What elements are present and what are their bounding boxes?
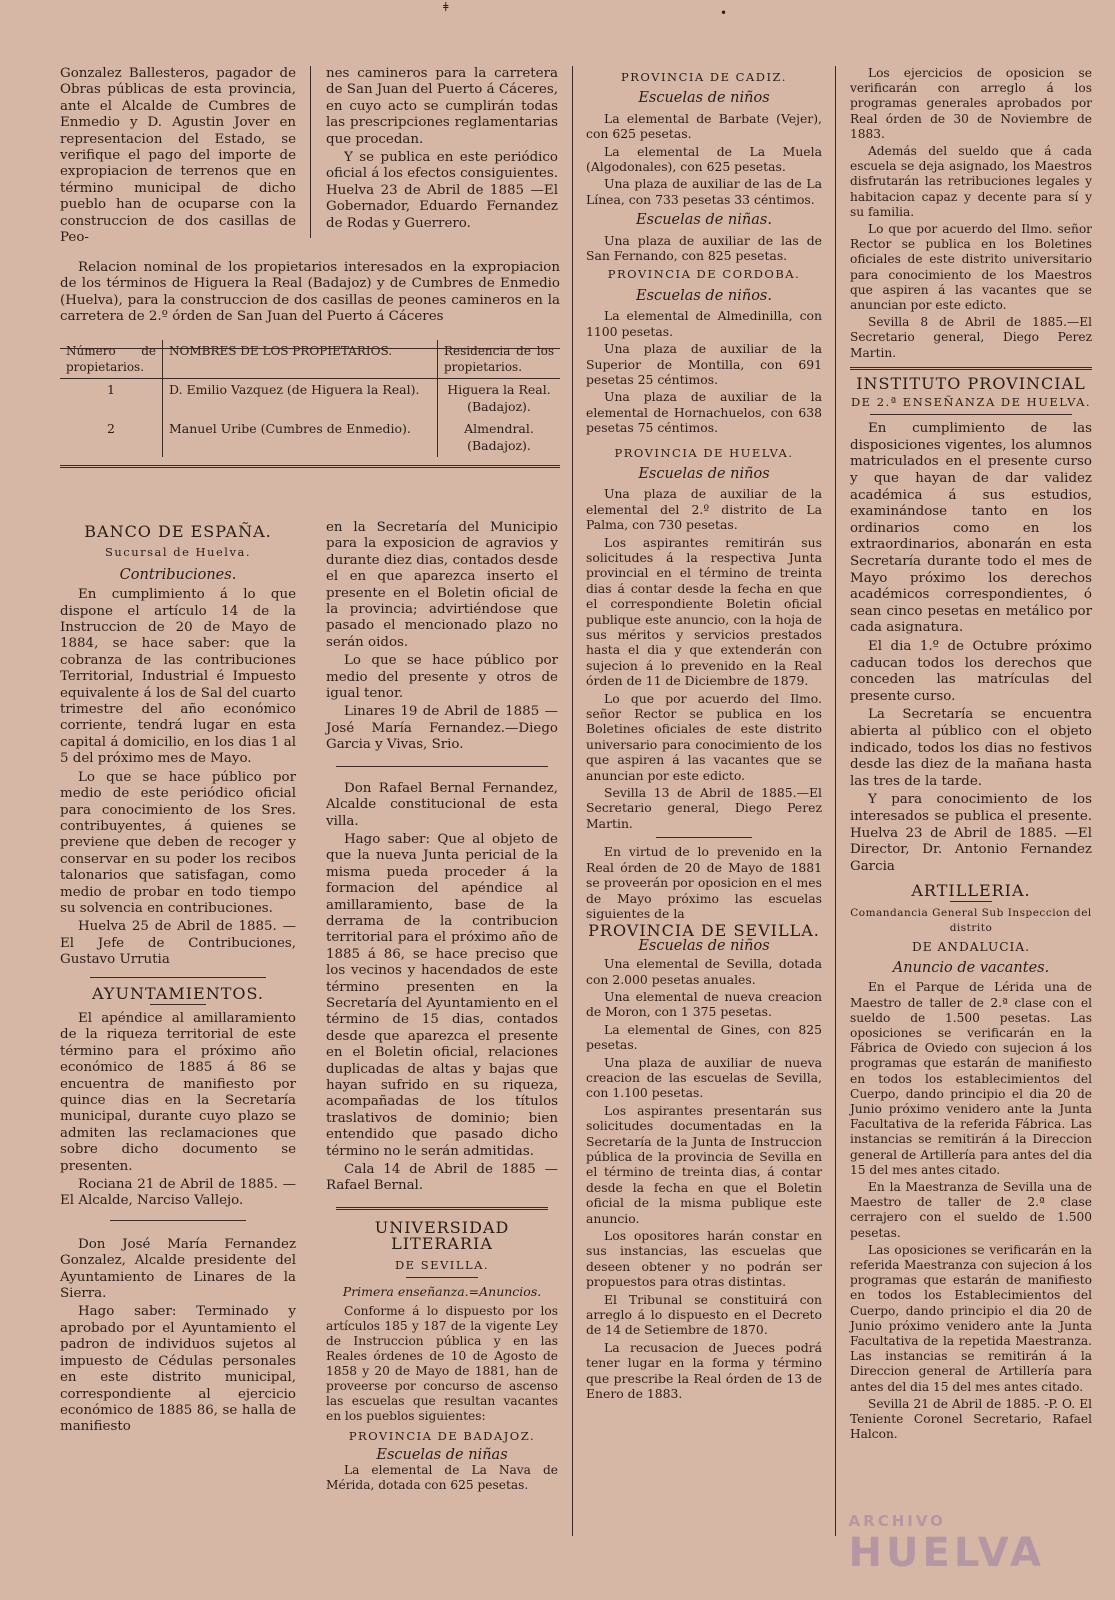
anuncios-heading: Primera enseñanza.=Anuncios. (342, 1284, 542, 1300)
cordoba-para-1: La elemental de Almedinilla, con 1100 pesetas. (586, 308, 822, 339)
comandancia: Comandancia General Sub Inspeccion del distrito (850, 906, 1092, 934)
linares-cont-2: Lo que se hace público por medio del presente y otros de igual tenor. (326, 653, 558, 702)
art-para-2: En la Maestranza de Sevilla una de Maestro de taller de 2.ª clase cerrajero con el sueldo de 1.500 pesetas. (850, 1179, 1092, 1240)
col4-top-para-1: Los ejercicios de oposicion se verificarán con arreglo á los programas generales aprobados por Real órden de 30 de Noviembre de 1883. (850, 66, 1092, 141)
ayunt-para-1: El apéndice al amillaramiento de la riqueza territorial de este término para el próximo año económico de 1885 á 86 se encuentra de manifiesto por quince dias en la Secretaría municipal, durante cuyo plazo se admiten las reclamaciones que sobre dicho documento se presenten. (60, 1010, 296, 1174)
banco-para-2: Lo que se hace público por medio de este periódico oficial para conocimiento de los Sres. contribuyentes, á quienes se previene que deben de recoger y conservar en su poder los recibos talonarios que satisfagan, como medio de probar en todo tiempo su solvencia en contribuciones. (60, 769, 296, 916)
watermark-line1: ARCHIVO (848, 1512, 946, 1530)
row-name: Manuel Uribe (Cumbres de Enmedio). (163, 418, 438, 457)
relacion-section (60, 260, 560, 468)
cadiz-ninas-para: Una plaza de auxiliar de las de San Fernando, con 825 pesetas. (586, 232, 822, 264)
univ-para: Conforme á lo dispuesto por los artículos 185 y 187 de la vigente Ley de Instruccion pública y en las Reales órdenes de 10 de Agosto de 1858 y 20 de Mayo de 1881, han de proveerse por concurso de ascenso las escuelas que resultan vacantes en los pueblos siguientes: (326, 1304, 558, 1424)
sevilla-para-2: Una elemental de nueva creacion de Moron, con 1 375 pesetas. (586, 988, 822, 1020)
artilleria-title: ARTILLERIA. (911, 881, 1031, 901)
col1-top (60, 66, 296, 248)
sevilla-para-4: Una plaza de auxiliar de nueva creacion de las escuelas de Sevilla, con 1.100 pesetas. (586, 1054, 822, 1101)
cordoba-para-3: Una plaza de auxiliar de la elemental de Hornachuelos, con 638 pesetas 75 céntimos. (586, 389, 822, 436)
sevilla-para-6: Los opositores harán constar en sus instancias, las escuelas que deseen obtener y no podrán ser propuestos para otras distintas. (586, 1228, 822, 1290)
badajoz-heading: PROVINCIA DE BADAJOZ. (348, 1429, 536, 1444)
banco-para-1: En cumplimiento á lo que dispone el artículo 14 de la Instruccion de 20 de Mayo de 1884, se hace saber: que la cobranza de las contribuciones Territorial, Industrial é Impuesto equivalente á los de Sal del cuarto trimestre del año económico corriente, tendrá lugar en esta capital á domicilio, en los dias 1 al 5 del próximo mes de Mayo. (60, 587, 296, 767)
cala-para-2: Hago saber: Que al objeto de que la nueva Junta pericial de la misma pueda proceder á la formacion del apéndice al amillaramiento, base de la derrama de la contribucion territorial para el próximo año de 1885 á 86, se hace preciso que los vecinos y hacendados de este término presenten en la Secretaría del Ayuntamiento en el término de 15 dias, contados desde que aparezca el presente en el Boletin oficial, relaciones duplicadas de altas y bajas que hayan sufrido en su riqueza, acompañadas de los títulos traslativos de dominio; bien entendido que pasado dicho término no le serán admitidas. (326, 831, 558, 1159)
art-para-1: En el Parque de Lérida una de Maestro de taller de 2.ª clase con el sueldo de 1.500 pesetas. Las oposiciones se verificarán en la Fábrica de Oviedo con sujecion á los programas que estarán de manifiesto en todos los establecimientos del Cuerpo, dando principio el dia 20 de Junio próximo venidero ante la Junta Facultativa de la referida Fábrica. Las instancias se remitirán á la Direccion general de Artillería para antes del dia 15 del mes antes citado. (850, 980, 1092, 1177)
watermark-line2: HUELVA (848, 1530, 1045, 1576)
cadiz-ninos: Escuelas de niños (638, 90, 770, 107)
cadiz-para-2: La elemental de La Muela (Algodonales), con 625 pesetas. (586, 143, 822, 175)
divider (90, 977, 266, 978)
relacion-table (60, 340, 560, 457)
art-para-4: Sevilla 21 de Abril de 1885. -P. O. El Teniente Coronel Secretario, Rafael Halcon. (850, 1396, 1092, 1442)
row-num: 1 (107, 382, 115, 398)
huelva-para-1: Una plaza de auxiliar de la elemental del 2.º distrito de La Palma, con 730 pesetas. (586, 486, 822, 533)
huelva-para-2: Los aspirantes remitirán sus solicitudes á la respectiva Junta provincial en el término de treinta dias á contar desde la fecha en que el correspondiente Boletin oficial publique este anuncio, con la hoja de sus méritos y servicios prestados hasta el dia y que extenderán con sujecion á lo prevenido en la Real órden de 11 de Diciembre de 1879. (586, 534, 822, 689)
row-res: Almendral. (Badajoz). (438, 418, 561, 457)
table-row (60, 418, 560, 457)
cala-para-1: Don Rafael Bernal Fernandez, Alcalde constitucional de esta villa. (326, 780, 558, 829)
instituto-para-1: En cumplimiento de las disposiciones vigentes, los alumnos matriculados en el presente curso y que hayan de dar validez académica á sus estudios, examinándose tanto en los ordinarios como en los extraordinarios, abonarán en esta Secretaría durante todo el mes de Mayo próximo los derechos académicos correspondientes, ó sean cinco pesetas en metálico por cada asignatura. (850, 421, 1092, 636)
ayuntamientos-title: AYUNTAMIENTOS. (92, 983, 264, 1003)
instituto-sub: DE 2.ª ENSEÑANZA DE HUELVA. (850, 395, 1092, 410)
banco-subtitle: Sucursal de Huelva. (105, 545, 251, 560)
cordoba-heading: PROVINCIA DE CORDOBA. (607, 267, 801, 282)
header-residencia: Residencia de los propietarios. (438, 340, 561, 379)
virtud-para: En virtud de lo prevenido en la Real órden de 20 de Mayo de 1881 se proveerán por oposicion en el mes de Mayo próximo las escuelas siguientes de la (586, 844, 822, 921)
sevilla-para-5: Los aspirantes presentarán sus solicitudes documentadas en la Secretaría de la Junta de Instruccion pública de la provincia de Sevilla en el término de treinta dias, á contar desde la fecha en que el Boletin oficial de la misma publique este anuncio. (586, 1102, 822, 1226)
col2-lower (326, 520, 558, 1495)
linares-cont-1: en la Secretaría del Municipio para la exposicion de agravios y durante diez dias, contados desde el en que aparezca inserto el presente en el Boletin oficial de la provincia; advirtiéndose que pasado el mencionado plazo no serán oidos. (326, 520, 558, 650)
huelva-ninos: Escuelas de niños (638, 465, 770, 482)
andalucia: DE ANDALUCIA. (911, 939, 1031, 954)
anuncio-vacantes: Anuncio de vacantes. (892, 960, 1050, 977)
banco-section: Contribuciones. (119, 566, 237, 583)
huelva-para-3: Lo que por acuerdo del Ilmo. señor Rector se publica en los Boletines oficiales de este distrito universario para conocimiento de los que aspiren á las vacantes que se anuncian por este edicto. (586, 690, 822, 783)
col2-top-para-2: Y se publica en este periódico oficial á los efectos consiguientes. Huelva 23 de Abril de 1885 —El Gobernador, Eduardo Fernandez de Rodas y Guerrero. (326, 150, 558, 231)
col4-top-para-3: Lo que por acuerdo del Ilmo. señor Rector se publica en los Boletines oficiales de este distrito universitario para conocimiento de los Maestros que aspiren á las vacantes que se anuncian por este edicto. (850, 222, 1092, 313)
cadiz-ninas: Escuelas de niñas. (636, 212, 772, 229)
col1-top-para: Gonzalez Ballesteros, pagador de Obras públicas de esta provincia, ante el Alcalde de Cumbres de Enmedio y D. Agustin Jover en representacion del Estado, se verifique el pago del importe de expropiacion de terrenos que en término municipal de dicho pueblo han de ocuparse con la construccion de dos casillas de Peo- (60, 66, 296, 246)
sevilla-para-7: El Tribunal se constituirá con arreglo á lo dispuesto en el Decreto de 14 de Setiembre de 1870. (586, 1291, 822, 1338)
col4 (850, 66, 1092, 1444)
linares-para-2: Hago saber: Terminado y aprobado por el Ayuntamiento el padron de individuos sujetos al impuesto de Cédulas personales en este distrito municipal, correspondiente al ejercicio económico de 1885 86, se halla de manifiesto (60, 1304, 296, 1435)
col2-top-para-1: nes camineros para la carretera de San Juan del Puerto á Cáceres, en cuyo acto se cumplirán todas las prescripciones reglamentarias que procedan. (326, 66, 558, 147)
instituto-title: INSTITUTO PROVINCIAL (856, 373, 1086, 393)
instituto-para-2: El dia 1.º de Octubre próximo caducan todos los derechos que conceden las matrículas del presente curso. (850, 638, 1092, 704)
cadiz-para-3: Una plaza de auxiliar de las de La Línea, con 733 pesetas 33 céntimos. (586, 176, 822, 207)
huelva-para-4: Sevilla 13 de Abril de 1885.—El Secretario general, Diego Perez Martin. (586, 785, 822, 831)
cordoba-para-2: Una plaza de auxiliar de la Superior de Montilla, con 691 pesetas 25 céntimos. (586, 341, 822, 387)
row-res: Higuera la Real. (Badajoz). (438, 379, 561, 418)
col2-top (326, 66, 558, 234)
col4-top-para-2: Además del sueldo que á cada escuela se deja asignado, los Maestros disfrutarán las retribuciones legales y habitacion capaz y decente para sí y su familia. (850, 144, 1092, 219)
ayunt-para-2: Rociana 21 de Abril de 1885. —El Alcalde, Narciso Vallejo. (60, 1177, 296, 1209)
table-row (60, 379, 560, 418)
cadiz-para-1: La elemental de Barbate (Vejer), con 625 pesetas. (586, 110, 822, 142)
banco-para-3: Huelva 25 de Abril de 1885. —El Jefe de Contribuciones, Gustavo Urrutia (60, 919, 296, 968)
banco-title: BANCO DE ESPAÑA. (84, 522, 272, 541)
universidad-sub: DE SEVILLA. (394, 1257, 490, 1272)
huelva-heading: PROVINCIA DE HUELVA. (614, 445, 794, 460)
badajoz-ninas: Escuelas de niñas (376, 1446, 508, 1463)
header-nombres: NOMBRES DE LOS PROPIETARIOS. (163, 340, 438, 379)
sevilla-heading: PROVINCIA DE SEVILLA. (588, 921, 820, 941)
relacion-caption: Relacion nominal de los propietarios interesados en la expropiacion de los términos de Higuera la Real (Badajoz) y de Cumbres de Enmedio (Huelva), para la construccion de dos casillas de peones camineros en la carretera de 2.º órden de San Juan del Puerto á Cáceres (60, 260, 560, 325)
art-para-3: Las oposiciones se verificarán en la referida Maestranza con sujecion á los programas que estarán de manifiesto en todos los Establecimientos del Cuerpo, dando principio el dia 20 de Junio próximo venidero ante la Junta Facultativa de la repetida Maestranza. Las instancias se remitirán á la Direccion general de Artillería para antes del dia 15 del mes antes citado. (850, 1242, 1092, 1394)
header-mark-center: • (720, 6, 728, 20)
badajoz-para: La elemental de La Nava de Mérida, dotada con 625 pesetas. (326, 1463, 558, 1493)
row-num: 2 (107, 421, 115, 437)
header-mark-left: ǂ (443, 0, 449, 14)
linares-para-1: Don José María Fernandez Gonzalez, Alcalde presidente del Ayuntamiento de Linares de la Sierra. (60, 1236, 296, 1302)
sevilla-para-3: La elemental de Gines, con 825 pesetas. (586, 1021, 822, 1053)
universidad-title: UNIVERSIDAD LITERARIA (374, 1217, 510, 1254)
col3 (586, 66, 822, 1404)
instituto-para-4: Y para conocimiento de los interesados se publica el presente. Huelva 23 de Abril de 1885. —El Director, Dr. Antonio Fernandez Garcia (850, 792, 1092, 874)
cala-para-3: Cala 14 de Abril de 1885 — Rafael Bernal. (326, 1162, 558, 1194)
instituto-para-3: La Secretaría se encuentra abierta al público con el objeto indicado, todos los dias no festivos desde las diez de la mañana hasta las tres de la tarde. (850, 707, 1092, 789)
col4-top-para-4: Sevilla 8 de Abril de 1885.—El Secretario general, Diego Perez Martin. (850, 315, 1092, 360)
sevilla-ninos: Escuelas de niños (638, 937, 770, 954)
cadiz-heading: PROVINCIA DE CADIZ. (621, 70, 787, 84)
archive-watermark (849, 1512, 1045, 1576)
row-name: D. Emilio Vazquez (de Higuera la Real). (163, 379, 438, 418)
linares-cont-3: Linares 19 de Abril de 1885 —José María Fernandez.—Diego Garcia y Vivas, Srio. (326, 704, 558, 753)
sevilla-para-1: Una elemental de Sevilla, dotada con 2.000 pesetas anuales. (586, 956, 822, 987)
header-numero: Número de propietarios. (60, 340, 163, 379)
cordoba-ninos: Escuelas de niños. (636, 287, 772, 304)
col1-lower (60, 520, 296, 1438)
sevilla-para-8: La recusacion de Jueces podrá tener lugar en la forma y término que prescribe la Real órden de 13 de Enero de 1883. (586, 1339, 822, 1402)
